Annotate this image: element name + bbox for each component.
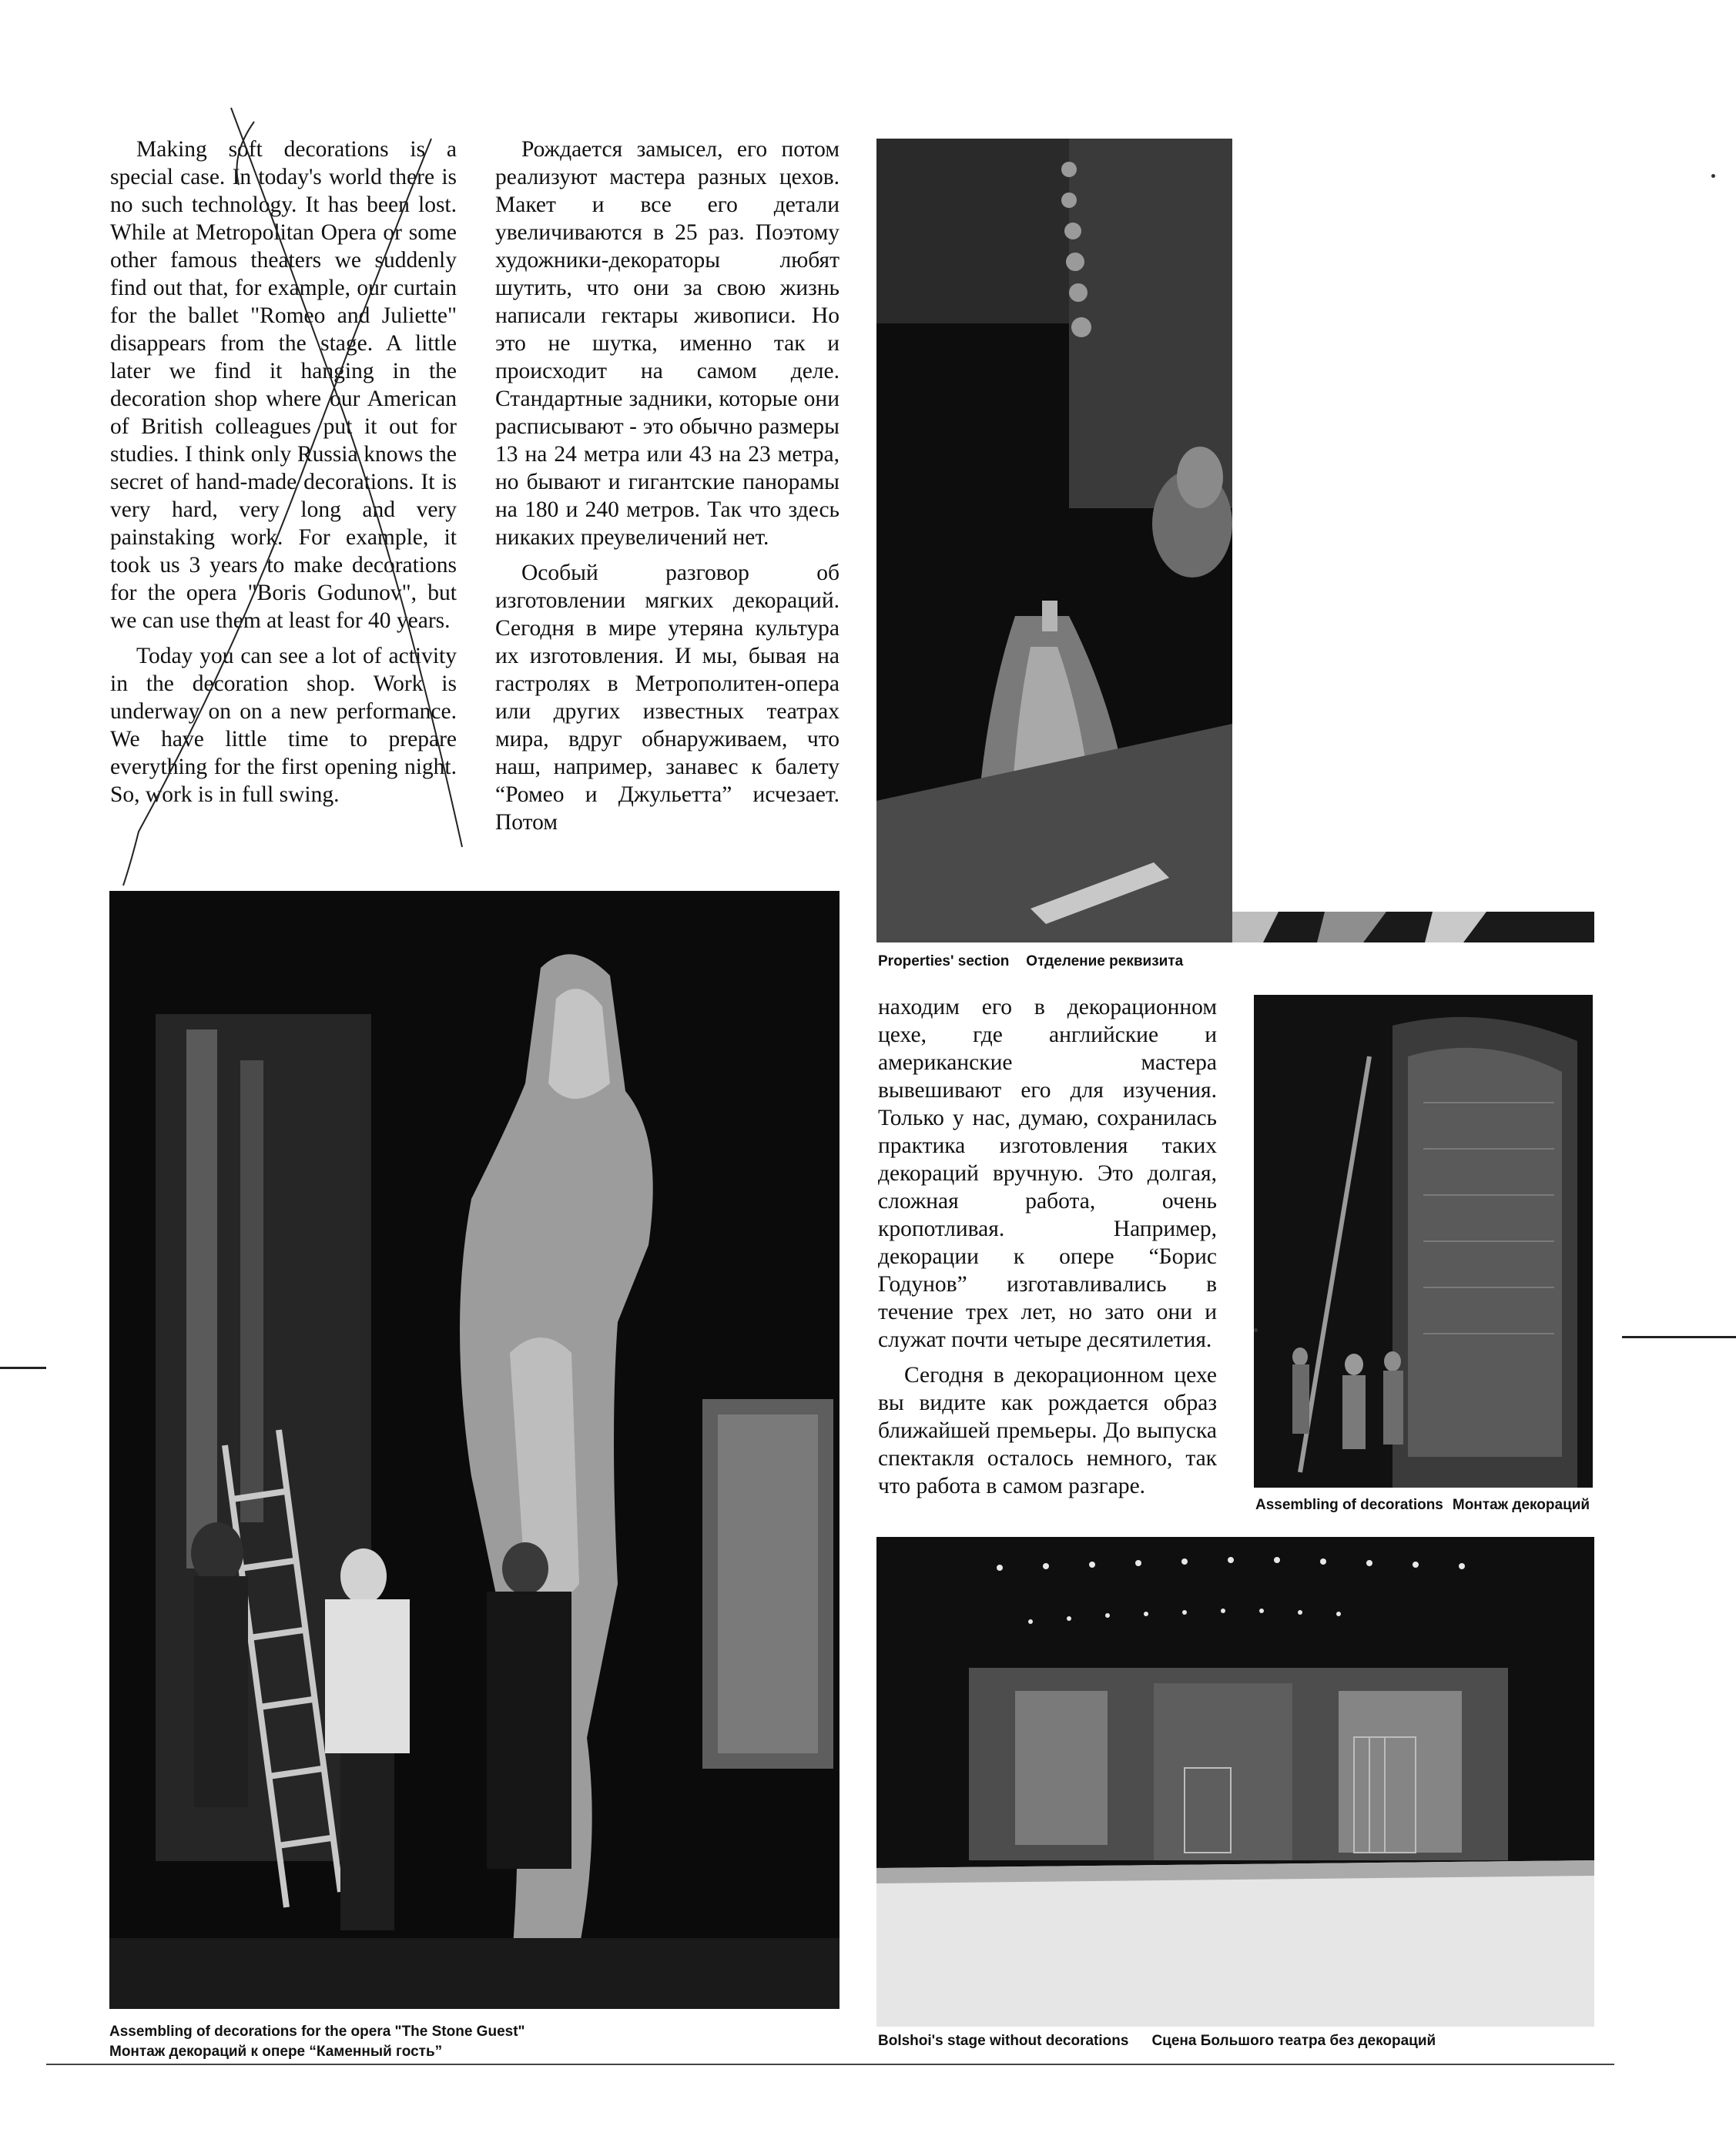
bolshoi-stage-caption xyxy=(878,2033,1436,2050)
properties-caption xyxy=(878,953,1183,970)
russian-column-2 xyxy=(878,993,1217,1508)
properties-caption-ru: Отделение реквизита xyxy=(1026,953,1184,969)
english-column xyxy=(110,136,457,816)
russian-paragraph-3: находим его в декорационном цехе, где английские и американские мастера вывешивают его для изучения. Только у нас, думаю, сохранилась практика изготовления таких декораций вручную. Это долгая, сложная работа, очень кропотливая. Например, декорации к опере “Борис Годунов” изготавливались в течение трех лет, но зато они и служат почти четыре десятилетия. xyxy=(878,995,1217,1352)
scan-mark-left xyxy=(0,1367,46,1369)
russian-paragraph-1: Рождается замысел, его потом реализуют мастера разных цехов. Макет и все его детали увеличиваются в 25 раз. Поэтому художники-декораторы любят шутить, что они за свою жизнь написали гектары живописи. Но это не шутка, именно так и происходит на самом деле. Стандартные задники, которые они расписывают - это обычно размеры 13 на 24 метра или 43 на 23 метра, но бывают и гигантские панорамы на 180 и 240 метров. Так что здесь никаких преувеличений нет. xyxy=(495,137,840,550)
russian-paragraph-4: Сегодня в декорационном цехе вы видите как рождается образ ближайшей премьеры. До выпуска спектакля осталось немного, так что работа в самом разгаре. xyxy=(878,1363,1217,1498)
assembly-photo xyxy=(1254,995,1593,1488)
bolshoi-stage-caption-ru: Сцена Большого театра без декораций xyxy=(1151,2033,1436,2049)
assembly-caption-ru: Монтаж декораций xyxy=(1452,1497,1590,1513)
bolshoi-stage-caption-en: Bolshoi's stage without decorations xyxy=(878,2033,1129,2049)
properties-section-photo xyxy=(876,139,1232,942)
stone-guest-caption-ru: Монтаж декораций к опере “Каменный гость” xyxy=(109,2044,443,2060)
stone-guest-photo xyxy=(109,891,840,2009)
scan-speck xyxy=(1254,1328,1258,1332)
properties-caption-en: Properties' section xyxy=(878,953,1010,969)
stone-guest-caption xyxy=(109,2022,525,2062)
english-paragraph-2: Today you can see a lot of activity in the decoration shop. Work is underway on on a new performance. We have little time to prepare everything for the first opening night. So, work is in full swing. xyxy=(110,644,457,807)
russian-column-1 xyxy=(495,136,840,844)
assembly-caption-en: Assembling of decorations xyxy=(1255,1497,1443,1513)
properties-photo-strip xyxy=(1232,912,1594,942)
bolshoi-stage-photo xyxy=(876,1537,1594,2027)
scan-mark-right xyxy=(1622,1336,1736,1338)
stone-guest-caption-en: Assembling of decorations for the opera "The Stone Guest" xyxy=(109,2024,525,2040)
russian-paragraph-2: Особый разговор об изготовлении мягких декораций. Сегодня в мире утеряна культура их изготовления. И мы, бывая на гастролях в Метрополитен-опера или других известных театрах мира, вдруг обнаруживаем, что наш, например, занавес к балету “Ромео и Джульетта” исчезает. Потом xyxy=(495,561,840,835)
page-bottom-rule xyxy=(46,2064,1614,2065)
english-paragraph-1: Making soft decorations is a special case. In today's world there is no such technology. It has been lost. While at Metropolitan Opera or some other famous theaters we suddenly find out that, for example, our curtain for the ballet "Romeo and Juliette" disappears from the stage. A little later we find it hanging in the decoration shop where our American of British colleagues put it out for studies. I think only Russia knows the secret of hand-made decorations. It is very hard, very long and very painstaking work. For example, it took us 3 years to make decorations for the opera "Boris Godunov", but we can use them at least for 40 years. xyxy=(110,137,457,633)
assembly-caption xyxy=(1255,1497,1590,1514)
scan-speck xyxy=(1711,174,1715,178)
